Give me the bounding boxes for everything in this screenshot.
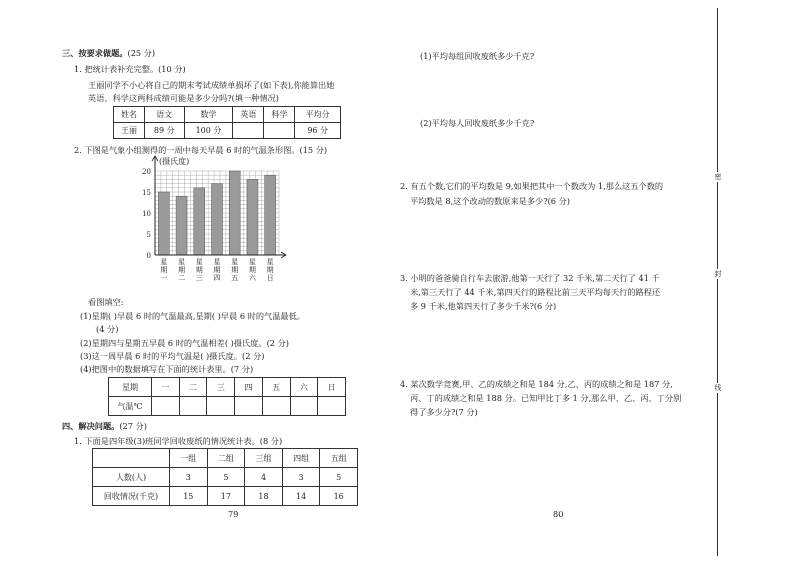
paper-header-group4: 四组 — [282, 449, 320, 468]
x-label-mid: 期 — [178, 266, 186, 274]
temp-header-weekday: 星期 — [109, 378, 152, 397]
temp-header-wed: 三 — [207, 378, 235, 397]
bar-一 — [158, 192, 169, 255]
bar-六 — [247, 179, 258, 255]
x-label-mid: 期 — [195, 266, 203, 274]
score-cell-chinese: 89 分 — [144, 123, 184, 139]
right-q4-line2: 丙、丁的成绩之和是 188 分。已知甲比丁多 1 分,那么甲、乙、丙、丁分别 — [410, 393, 682, 403]
x-label-bottom: 五 — [231, 274, 239, 282]
temp-header-thu: 四 — [235, 378, 263, 397]
bar-五 — [229, 171, 240, 255]
paper-table-header-row — [93, 449, 358, 468]
paper-cell: 15 — [170, 487, 208, 506]
paper-header-group5: 五组 — [320, 449, 358, 468]
paper-cell: 3 — [282, 468, 320, 487]
paper-header-group2: 二组 — [207, 449, 245, 468]
x-label-mid: 期 — [160, 266, 168, 274]
right-q1-part2: (2)平均每人回收废纸多少千克? — [420, 118, 535, 128]
section4-title: 四、解决问题。(27 分) — [62, 421, 147, 431]
right-q1-part1: (1)平均每组回收废纸多少千克? — [420, 51, 535, 61]
q1-text-line1: 王丽同学不小心将自己的期末考试成绩单损坏了(如下表),你能算出她 — [88, 80, 335, 90]
fill-question-1: (1)星期( )早晨 6 时的气温最高,星期( )早晨 6 时的气温最低。 — [80, 311, 305, 321]
x-label-bottom: 三 — [195, 274, 203, 282]
fill-question-2: (2)星期四与星期五早晨 6 时的气温相差( )摄氏度。(2 分) — [80, 338, 289, 348]
x-label-mid: 期 — [213, 266, 221, 274]
x-label-mid: 期 — [231, 266, 239, 274]
temp-header-fri: 五 — [262, 378, 290, 397]
look-title: 看图填空: — [88, 297, 124, 307]
score-header-name: 姓名 — [114, 107, 145, 123]
y-tick-label: 10 — [142, 210, 151, 218]
x-label-top: 星 — [248, 258, 256, 266]
x-label-bottom: 六 — [248, 274, 256, 282]
paper-cell: 5 — [320, 468, 358, 487]
page-number-right: 80 — [553, 509, 564, 519]
x-label-top: 星 — [266, 258, 274, 266]
temp-header-sun: 日 — [318, 378, 346, 397]
score-table-header-row — [114, 107, 341, 123]
score-header-science: 科学 — [264, 107, 295, 123]
x-label-top: 星 — [231, 258, 239, 266]
paper-table-row-people — [93, 468, 358, 487]
paper-cell: 16 — [320, 487, 358, 506]
score-table — [113, 106, 341, 139]
chart-x-labels — [160, 257, 273, 282]
temp-header-mon: 一 — [152, 378, 180, 397]
paper-header-group3: 三组 — [245, 449, 283, 468]
score-header-chinese: 语文 — [144, 107, 184, 123]
right-q3-line3: 多 9 千米,他第四天行了多少千米?(6 分) — [410, 301, 557, 311]
right-q4-line3: 得了多少分?(7 分) — [410, 407, 478, 417]
binding-char-line: 线 — [714, 384, 722, 392]
paper-row-label: 人数(人) — [93, 468, 170, 487]
right-q4-line1: 4. 某次数学竞赛,甲、乙的成绩之和是 184 分,乙、丙的成绩之和是 187 分, — [400, 379, 673, 389]
temp-cell-tue[interactable] — [179, 397, 207, 416]
score-cell-science[interactable] — [264, 123, 295, 139]
y-tick-label: 5 — [146, 231, 151, 239]
binding-line — [717, 8, 718, 556]
paper-cell: 14 — [282, 487, 320, 506]
temperature-table-header-row — [109, 378, 346, 397]
score-table-row — [114, 123, 341, 139]
x-label-top: 星 — [178, 258, 186, 266]
q1-text-line2: 英语、科学这两科成绩可能是多少分吗?(填一种情况) — [88, 93, 279, 103]
temp-cell-sat[interactable] — [290, 397, 318, 416]
section3-title: 三、按要求做题。(25 分) — [62, 48, 156, 58]
paper-cell: 4 — [245, 468, 283, 487]
binding-char-seal: 密 — [714, 173, 722, 181]
temp-header-tue: 二 — [179, 378, 207, 397]
right-q3-line1: 3. 小明的爸爸骑自行车去旅游,他第一天行了 32 千米,第二天行了 41 千 — [400, 273, 660, 283]
right-q3-line2: 米,第三天行了 44 千米,第四天行的路程比前三天平均每天行的路程还 — [410, 287, 661, 297]
page-number-left: 79 — [228, 509, 239, 519]
chart-y-axis-label: (摄氏度) — [159, 157, 190, 166]
temp-cell-sun[interactable] — [318, 397, 346, 416]
bar-三 — [194, 188, 205, 255]
fill-question-3: (3)这一周早晨 6 时的平均气温是( )摄氏度。(2 分) — [80, 351, 265, 361]
paper-cell: 5 — [207, 468, 245, 487]
paper-cell: 3 — [170, 468, 208, 487]
x-label-bottom: 日 — [266, 274, 274, 282]
paper-cell: 18 — [245, 487, 283, 506]
fill-question-1-score: (4 分) — [96, 324, 119, 334]
temperature-table-row — [109, 397, 346, 416]
q1-title: 1. 把统计表补充完整。(10 分) — [74, 64, 186, 74]
temp-cell-fri[interactable] — [262, 397, 290, 416]
temp-cell-wed[interactable] — [207, 397, 235, 416]
paper-header-group1: 一组 — [170, 449, 208, 468]
binding-char-close: 封 — [714, 270, 722, 278]
score-header-average: 平均分 — [295, 107, 341, 123]
paper-recycling-table — [92, 448, 358, 506]
temp-row-label: 气温℃ — [109, 397, 152, 416]
right-q2-line1: 2. 有五个数,它们的平均数是 9,如果把其中一个数改为 1,那么这五个数的 — [400, 181, 664, 191]
temperature-bar-chart — [125, 155, 295, 285]
q4-1-title: 1. 下面是四年级(3)班同学回收废纸的情况统计表。(8 分) — [74, 436, 283, 446]
fill-question-4: (4)把图中的数据填写在下面的统计表里。(7 分) — [80, 364, 254, 374]
x-label-top: 星 — [195, 258, 203, 266]
q2-title: 2. 下图是气象小组测得的一周中每天早晨 6 时的气温条形图。(15 分) — [74, 145, 328, 155]
score-cell-english[interactable] — [233, 123, 264, 139]
bar-二 — [176, 196, 187, 255]
x-label-top: 星 — [213, 258, 221, 266]
bar-日 — [265, 175, 276, 255]
bar-四 — [212, 184, 223, 255]
score-cell-average: 96 分 — [295, 123, 341, 139]
paper-header-blank — [93, 449, 170, 468]
x-label-bottom: 二 — [178, 274, 186, 282]
x-label-bottom: 四 — [213, 274, 221, 282]
temperature-table — [108, 377, 346, 416]
score-header-english: 英语 — [233, 107, 264, 123]
paper-row-label: 回收情况(千克) — [93, 487, 170, 506]
x-label-mid: 期 — [248, 266, 256, 274]
x-label-bottom: 一 — [160, 274, 168, 282]
y-tick-label: 20 — [142, 168, 151, 176]
chart-y-ticks — [142, 168, 151, 260]
x-label-mid: 期 — [266, 266, 274, 274]
paper-cell: 17 — [207, 487, 245, 506]
score-cell-math: 100 分 — [184, 123, 233, 139]
temp-cell-mon[interactable] — [152, 397, 180, 416]
score-header-math: 数学 — [184, 107, 233, 123]
x-label-top: 星 — [160, 258, 168, 266]
temp-cell-thu[interactable] — [235, 397, 263, 416]
score-cell-name: 王丽 — [114, 123, 145, 139]
paper-table-row-weight — [93, 487, 358, 506]
y-tick-label: 15 — [142, 189, 151, 197]
y-tick-label: 0 — [146, 252, 151, 260]
temp-header-sat: 六 — [290, 378, 318, 397]
right-q2-line2: 平均数是 8,这个改动的数原来是多少?(6 分) — [410, 196, 571, 206]
